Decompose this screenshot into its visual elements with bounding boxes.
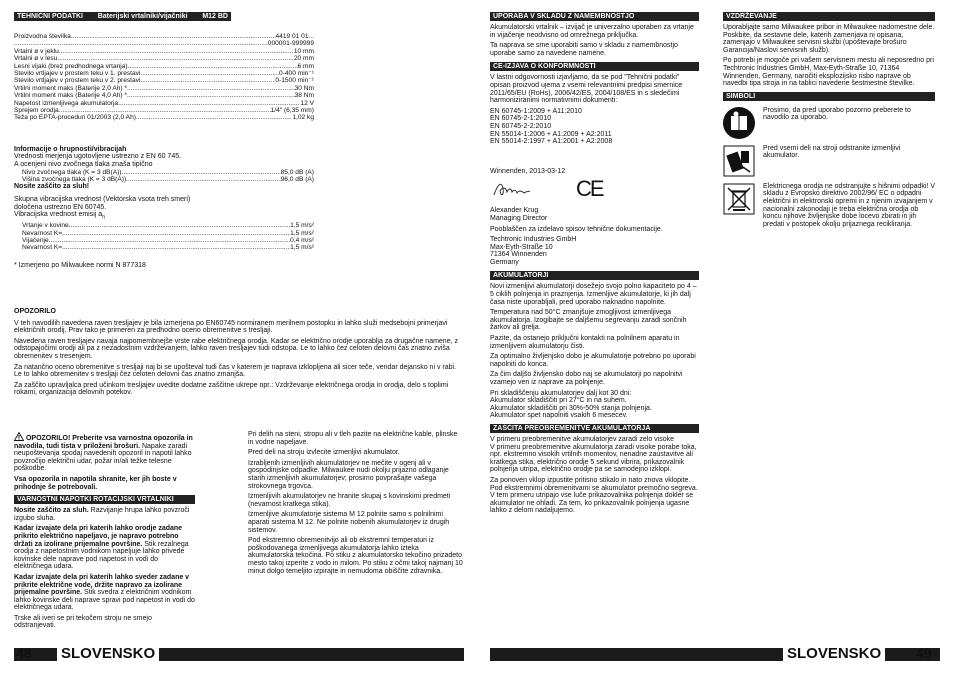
opozorilo-para-2: Navedena raven tresljajev navaja najpomembnejše vrste rabe električnega orodja. Kadar se električno orodje uporablja za drugačne namene, z odstopajočimi orodji ali pa z nezadostnim vzdrževanjem, lahko raven tresljajev tudi odstopa. Le to lahko čez celoten delovni čas znatno zviša obremenitev s tresenjem. bbox=[14, 337, 458, 360]
tech-data-header bbox=[14, 12, 231, 21]
spec-label: Število vrtljajev v prostem teku v 1. prestavi bbox=[14, 70, 141, 78]
ce-address-line: 71364 Winnenden bbox=[490, 251, 547, 259]
spec-row bbox=[14, 55, 314, 62]
ce-address-line: Max-Eyth-Straße 10 bbox=[490, 243, 553, 251]
maintenance-para-1: Uporabljajte samo Milwaukee pribor in Milwaukee nadomestne dele. Poskbite, da sestavne dele, katerih zamenjava ni opisana, zamenjajo v Milwaukee servisni službi (upoštevajte brošuro Garancija/Naslovi servisnih služb). bbox=[723, 24, 935, 54]
rotary-header: VARNOSTNI NAPOTKI ROTACIJSKI VRTALNIKI bbox=[14, 495, 195, 504]
weee-bin-icon bbox=[723, 183, 755, 215]
rotary-list bbox=[14, 507, 195, 630]
symbol-row bbox=[723, 107, 935, 139]
spec-label: Vrtilni moment maks (Baterije 4,0 Ah) * bbox=[14, 92, 127, 100]
rotary-para-text: Razvijanje hrupa lahko povzroči izgubo sluha. bbox=[14, 507, 190, 522]
noise-line-2: A ocenjeni nivo zvočnega tlaka znaša tipično bbox=[14, 161, 153, 169]
spec-label: Vrtilni moment maks (Baterije 2,0 Ah) * bbox=[14, 84, 127, 92]
dot-leader bbox=[122, 169, 281, 176]
ce-name: Alexander Krug bbox=[490, 207, 539, 215]
spec-value: 0-1500 min⁻¹ bbox=[275, 77, 314, 85]
battery-para: Pazite, da ostanejo priključni kontakti na polnilnem aparatu in izmenljivem akumulatorju čisti. bbox=[490, 335, 680, 350]
spec-value: 1,02 kg bbox=[292, 114, 314, 122]
symbol-text: Pred vsemi deli na stroji odstranite izmenljivi akumulator. bbox=[763, 144, 901, 160]
page-number-right: 49 bbox=[916, 645, 932, 661]
dot-leader bbox=[118, 100, 300, 107]
rotary-para bbox=[14, 525, 195, 571]
spec-value: 12 V bbox=[300, 99, 314, 107]
vib-line-2: določena ustrezno EN 60745. bbox=[14, 203, 107, 211]
noise-list bbox=[14, 169, 314, 184]
overload-header: ZAŠČITA PREOBREMENITVE AKUMULATORJA bbox=[490, 424, 699, 433]
tech-data-title: TEHNIČNI PODATKI bbox=[17, 13, 83, 20]
dot-leader bbox=[59, 48, 294, 55]
rotary-para-text: Trske ali iveri se pri tekočem stroju ne smejo odstranjevati. bbox=[14, 614, 152, 630]
mid-para-4: Izmenljivih akumulatorjev ne hranite skupaj s kovinskimi predmeti (nevarnost kratkega stika). bbox=[248, 493, 451, 508]
ce-address-line: Techtronic Industries GmbH bbox=[490, 236, 577, 244]
spec-list bbox=[14, 33, 314, 122]
battery-para: Za optimalno življenjsko dobo je akumulatorje potrebno po uporabi napolniti do konca. bbox=[490, 353, 696, 368]
vib-spec-value: 0,4 m/s² bbox=[290, 237, 314, 245]
dot-leader bbox=[140, 77, 275, 84]
opozorilo-para-4: Za zaščito upravljalca pred učinkom tresljajev uvedite dodatne zaščitne ukrepe npr.: Vzdrževanje električnega orodja in orodja, delo s toplimi rokami, organizacija delovnih potekov. bbox=[14, 381, 449, 397]
warning-column bbox=[14, 432, 195, 633]
spec-label: Vrtalni ø v lesu bbox=[14, 55, 58, 63]
spec-label: Vrtalni ø v jeklu bbox=[14, 47, 59, 55]
spec-value: 30 Nm bbox=[294, 84, 314, 92]
maintenance-para-2: Po potrebi je mogoče pri vašem servisnem mestu ali neposredno pri Techtronic Industries GmbH, Max-Eyth-Straße 10, 71364 Winnenden, Germany, naročiti eksplozijsko risbo naprave ob navedbi tipa stroja in na tablici navedene šestmestne številke. bbox=[723, 57, 934, 88]
noise-spec-value: 85,0 dB (A) bbox=[280, 168, 314, 176]
symbol-text: Elektricnega orodja ne odstranjujte s hišnimi odpadki! V skladu z Evropsko direktivo 2002/96/ EC o odpadni električni in elektronski opremi in z njenim izvajanjem v nacionalni zakonodaji je treba električna orodja ob koncu njihove življenjske dobe locevo zbirati in jih predati v postopek okolju prijaznega recikliranja. bbox=[763, 182, 935, 228]
page-right bbox=[477, 0, 954, 677]
spec-row bbox=[14, 100, 314, 107]
spec-label: Lesni vijaki (brez predhodnega vrtanja) bbox=[14, 62, 128, 70]
ce-norm-line: EN 60745-1:2009 + A11:2010 bbox=[490, 107, 582, 115]
ce-norm-line: EN 55014-2:1997 + A1:2001 + A2:2008 bbox=[490, 138, 613, 146]
dot-leader bbox=[62, 230, 290, 237]
spec-row bbox=[14, 107, 314, 114]
noise-spec-label: Višina zvočnega tlaka (K = 3 dB(A)) bbox=[22, 176, 127, 184]
spec-label: Napetost izmenljivega akumulatorja bbox=[14, 99, 119, 107]
mid-para-5: Izmenljive akumulatorje sistema M 12 polnite samo s polnilnimi aparati sistema M 12. Ne polnite nobenih akumulatorjev iz drugih sistemov. bbox=[248, 511, 450, 534]
tech-data-subtitle: Baterijski vrtalniki/vijačniki bbox=[97, 13, 188, 20]
warning-keep: Vsa opozorila in napotila shranite, ker jih boste v prihodnje še potrebovali. bbox=[14, 475, 177, 491]
ce-norm-line: EN 60745-2-2:2010 bbox=[490, 122, 552, 130]
right-column-1 bbox=[490, 12, 699, 518]
spec-value: 38 Nm bbox=[294, 92, 314, 100]
specs-block bbox=[14, 33, 314, 269]
ear-protection-note: Nosite zaščito za sluh! bbox=[14, 183, 90, 191]
spec-row bbox=[14, 40, 314, 47]
footnote: * Izmerjeno po Milwaukee normi N 877318 bbox=[14, 261, 146, 269]
spec-label: Število vrtljajev v prostem teku v 2. prestavi bbox=[14, 77, 141, 85]
right-column-2 bbox=[723, 12, 935, 234]
vib-list bbox=[14, 222, 314, 252]
vib-spec-value: 1,5 m/s² bbox=[290, 244, 314, 252]
spec-value: 10 mm bbox=[293, 47, 314, 55]
vib-spec-row bbox=[22, 237, 314, 244]
tech-data-model: M12 BD bbox=[202, 13, 228, 20]
spec-value: ...000001-999999 bbox=[262, 40, 314, 48]
spec-value: 20 mm bbox=[293, 55, 314, 63]
symbol-row bbox=[723, 183, 935, 229]
use-header: UPORABA V SKLADU Z NAMEMBNOSTJO bbox=[490, 12, 699, 21]
spec-row bbox=[14, 33, 314, 40]
warning-triangle-icon bbox=[14, 432, 24, 441]
spec-row bbox=[14, 114, 314, 121]
spec-row bbox=[14, 63, 314, 70]
use-para-2: Ta naprava se sme uporabiti samo v skladu z namembnostjo uporabe samo za navedene namene. bbox=[490, 42, 678, 57]
vib-spec-row bbox=[22, 222, 314, 229]
dot-leader bbox=[57, 55, 293, 62]
remove-battery-icon bbox=[723, 145, 755, 177]
battery-para: Novi izmenljivi akumulatorji dosežejo svojo polno kapaciteto po 4 – 5 ciklih polnjenja in praznjenja. Izmenljive akumulatorje, ki jih dalj časa niste uporabljali, pred uporabo naknadno napolnite. bbox=[490, 283, 697, 306]
mid-para-6: Pod ekstremno obremenitvijo ali ob ekstremni temperaturi iz poškodovanega izmenljivega akumulatorja lahko izteka akumulatorska tekočina. Po stiku z akumulatorsko tekočino prizadeto mesto takoj izperite z vodo in milom. Po stiku z očmi takoj najmanj 10 minut dolgo temeljito izpirajte in nemudoma obiščite zdravnika. bbox=[248, 537, 463, 575]
vib-spec-row bbox=[22, 244, 314, 251]
ce-authorized: Pooblaščen za izdelavo spisov tehnične dokumentacije. bbox=[490, 225, 663, 233]
symbol-text: Prosimo, da pred uporabo pozorno preberete to navodilo za uporabo. bbox=[763, 106, 911, 122]
spec-value: 1/4" (6,35 mm) bbox=[270, 107, 314, 115]
warning-para: OPOZORILO! Preberite vsa varnostna opozorila in navodila, tudi tista v priloženi brošuri. Napake zaradi neupoštevanja spodaj navedenih opozoril in napotil lahko povzročijo električni udar, požar in/ali težke telesne poškodbe. bbox=[14, 432, 195, 473]
opozorilo-title: OPOZORILO bbox=[14, 308, 56, 315]
rotary-para bbox=[14, 615, 195, 630]
rotary-para bbox=[14, 574, 195, 612]
mid-column bbox=[248, 431, 463, 578]
signature-icon bbox=[492, 179, 532, 201]
read-manual-icon bbox=[723, 107, 755, 139]
ce-norm-line: EN 55014-1:2006 + A1:2009 + A2:2011 bbox=[490, 130, 612, 138]
dot-leader bbox=[69, 222, 291, 229]
battery-para: Za čim daljšo življensko dobo naj se akumulatorji po napolnitvi vzamejo ven iz naprave za polnjenje. bbox=[490, 371, 683, 386]
mid-para-2: Pred deli na stroju izvlecite izmenljivi akumulator. bbox=[248, 449, 400, 457]
signature-area bbox=[490, 175, 699, 207]
spec-row bbox=[14, 48, 314, 55]
noise-spec-label: Nivo zvočnega tlaka (K = 3 dB(A)) bbox=[22, 168, 122, 176]
vib-spec-label: Vrtanje v kovine bbox=[22, 222, 69, 230]
dot-leader bbox=[136, 114, 292, 121]
rotary-para-bold: Kadar izvajate dela pri katerih lahko orodje zadane prikrito električno napeljavo, je napravo potrebno držati za izolirane prijemalne površine. bbox=[14, 525, 183, 548]
mid-para-3: Izrabljenih izmenljivih akumulatorjev ne mečite v ogenj ali v gospodinjske odpadke. Milwaukee nudi okolju prijazno odlaganje starih izmenljivih akumulatorjev; prosimo povprašajte vašega strokovnega trgovca. bbox=[248, 459, 449, 490]
spec-label: Sprejem orodja bbox=[14, 107, 59, 115]
ce-para: V lastni odgovornosti izjavljamo, da se pod "Tehnični podatki" opisan proizvod ujema z vsemi relevantnimi predpisi smernice 2011/65/EU (RoHs), 2006/42/ES, 2004/108/ES in s sledečimi harmoniziranimi normativnimi dokumenti: bbox=[490, 74, 683, 105]
symbols-header: SIMBOLI bbox=[723, 92, 935, 101]
rotary-para-bold: Nosite zaščito za sluh. bbox=[14, 507, 89, 515]
mid-para-1: Pri delih na steni, stropu ali v tleh pazite na električne kable, plinske in vodne napeljave. bbox=[248, 431, 458, 446]
ce-address-line: Germany bbox=[490, 258, 519, 266]
opozorilo-para-3: Za natančno oceno obremenitve s tresljaji naj bi se upošteval tudi čas v katerem je naprava izklopljena ali sicer teče, vendar dejansko ni v rabi. Le to lahko obremenitev s tresljaji čez celoten delovni čas znatno zmanjša. bbox=[14, 363, 457, 379]
dot-leader bbox=[71, 33, 276, 40]
dot-leader bbox=[14, 40, 262, 47]
ce-place-date: Winnenden, 2013-03-12 bbox=[490, 167, 566, 175]
ce-norms bbox=[490, 108, 699, 146]
rotary-para-bold: Kadar izvajate dela pri katerih lahko sveder zadane v prikrite električne vode, držite napravo za izolirane prijemalne površine. bbox=[14, 573, 190, 597]
spec-label: Proizvodna številka bbox=[14, 33, 71, 40]
dot-leader bbox=[127, 85, 295, 92]
opozorilo-para-1: V teh navodilih navedena raven tresljajev je bila izmerjena po EN60745 normiranem merilnem postopku in lahko služi medsebojni primerjavi električnih orodij. Prav tako je primeren za predhodno oceno obremenitve s tresljaji. bbox=[14, 319, 448, 335]
dot-leader bbox=[140, 70, 279, 77]
spec-row bbox=[14, 92, 314, 99]
ce-mark-icon: CE bbox=[576, 176, 603, 202]
ce-norm-line: EN 60745-2-1:2010 bbox=[490, 115, 552, 123]
rotary-para bbox=[14, 507, 195, 522]
vib-line-1: Skupna vibracijska vrednost (Vektorska vsota treh smeri) bbox=[14, 196, 191, 204]
battery-list bbox=[490, 283, 699, 420]
page-number-left: 48 bbox=[16, 645, 32, 661]
noise-title: Informacije o hrupnosti/vibracijah bbox=[14, 145, 127, 153]
tech-data-column bbox=[14, 12, 231, 24]
ce-address bbox=[490, 236, 699, 266]
spec-value: 6 mm bbox=[297, 62, 314, 70]
dot-leader bbox=[59, 107, 271, 114]
dot-leader bbox=[126, 176, 280, 183]
vib-spec-label: Nevarnost K= bbox=[22, 229, 63, 237]
dot-leader bbox=[128, 63, 298, 70]
vib-spec-label: Vijačenje bbox=[22, 237, 49, 245]
overload-para: V primeru preobremenitve akumulatorjev zaradi zelo visoke V primeru preobremenitve akumulatorja zaradi visoke porabe toka, npr. ekstremno visokih vrtilnih momentov, nenadne zaustavitve ali kratkega stika, električno orodje 5 sekund vibrira, prikazovalnik polnjenja utripa, električno orodje pa se samodejno izklopi. bbox=[490, 435, 697, 474]
noise-spec-row bbox=[22, 169, 314, 176]
rotary-para-text: Stik rezalnega orodja z napetostnim vodnikom napeljuje lahko privede kovinske dele naprave pod napetost in vodi do električnega udara. bbox=[14, 540, 189, 571]
use-para-1: Akumulatorski vrtalnik – izvijač je univerzalno uporaben za vrtanje in vijačenje neodvisno od omrežnega priključka. bbox=[490, 24, 694, 39]
spec-row bbox=[14, 70, 314, 77]
page-title-right: SLOVENSKO bbox=[783, 645, 885, 662]
ce-role: Managing Director bbox=[490, 214, 548, 222]
ce-header: CE-IZJAVA O KONFORMNOSTI bbox=[490, 62, 699, 71]
vib-spec-value: 1,5 m/s² bbox=[290, 222, 314, 230]
symbol-row bbox=[723, 145, 935, 177]
opozorilo-block bbox=[14, 308, 462, 400]
overload-list bbox=[490, 436, 699, 515]
dot-leader bbox=[49, 237, 291, 244]
overload-para: Za ponoven vklop izpustite pritisno stikalo in nato znova vklopite. Pod ekstremnimi obremenitvami se akumulator premočno segreva. V tem primeru utripajo vse luče prikazovalnika polnjenja dokler se akumulator ne ohladi. Za tem, ko prikazovalnik polnjenja ugasne lahko z delom nadaljujemo. bbox=[490, 476, 698, 515]
vib-spec-row bbox=[22, 230, 314, 237]
spec-value: 4419 01 01... bbox=[275, 33, 314, 40]
vib-spec-value: 1,5 m/s² bbox=[290, 229, 314, 237]
spec-row bbox=[14, 77, 314, 84]
rotary-para-text: Stik svedra z električnim vodnikom lahko kovinske deli naprave spravi pod napetost in vodi do električnega udara. bbox=[14, 589, 195, 612]
maintenance-header: VZDRŽEVANJE bbox=[723, 12, 935, 21]
battery-para: Temperatura nad 50°C zmanjšuje zmogljivost izmenljivega akumulatorja. Izogibajte se daljšemu segrevanju zaradi sončnih žarkov ali grelja. bbox=[490, 309, 687, 332]
dot-leader bbox=[62, 244, 290, 251]
noise-spec-row bbox=[22, 176, 314, 183]
spec-value: 0-400 min⁻¹ bbox=[279, 70, 314, 78]
dot-leader bbox=[127, 92, 295, 99]
spec-label: Teža po EPTA-proceduri 01/2003 (2,0 Ah) bbox=[14, 114, 136, 122]
battery-para: Pri skladiščenju akumulatorjev dalj kot 30 dni: Akumulator skladiščiti pri 27°C in na suhem. Akumulator skladiščiti pri 30%-50% stanja polnjenja. Akumulator spet napolniti vsakih 6 mesecev. bbox=[490, 389, 652, 420]
spec-row bbox=[14, 85, 314, 92]
vib-spec-label: Nevarnost K= bbox=[22, 244, 63, 252]
battery-header: AKUMULATORJI bbox=[490, 271, 699, 280]
page-title-left: SLOVENSKO bbox=[57, 645, 159, 662]
noise-spec-value: 96,0 dB (A) bbox=[280, 176, 314, 184]
vib-line-3: Vibracijska vrednost emisij $a_h$ bbox=[14, 211, 105, 221]
noise-line-1: Vrednosti merjenja ugotovljene ustrezno z EN 60 745. bbox=[14, 153, 182, 161]
